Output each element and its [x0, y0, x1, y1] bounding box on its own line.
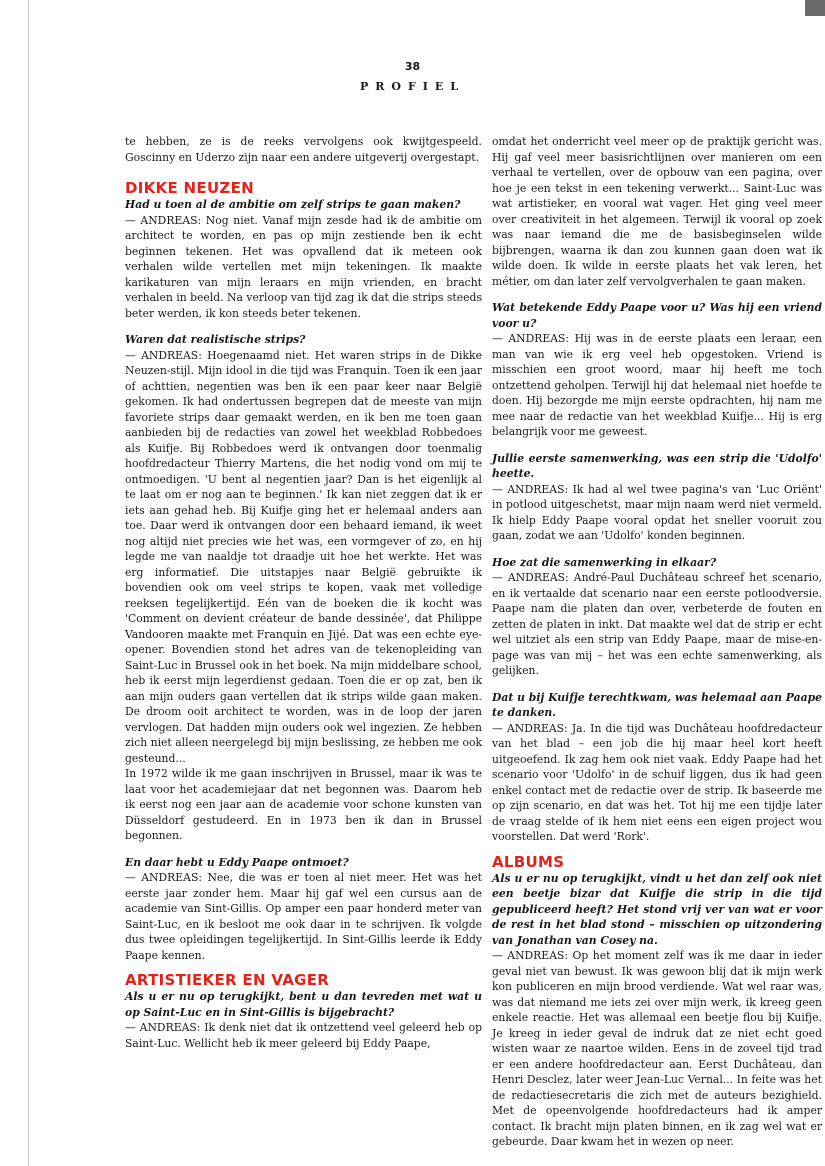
scan-corner-mark [805, 0, 825, 16]
page-edge-line [28, 0, 29, 1166]
interview-answer: — ANDREAS: Op het moment zelf was ik me daar in ieder geval niet van bewust. Ik was gewoon blij dat ik mijn werk kon publiceren en mijn brood verdiende. Wat wel raar was, was dat niemand me iets zei over mijn werk, ik kreeg geen enkele reactie. Het was allemaal een beetje flou bij Kuifje. Je kreeg in ieder geval de indruk dat ze niet echt goed wisten waar ze naartoe wilden. Eens in de zoveel tijd trad er een andere hoofdredacteur aan. Eerst Duchâteau, dan Henri Desclez, later weer Jean-Luc Vernal... In feite was het de redactiesecretaris die zich met de auteurs bezighield. Met de opeenvolgende hoofdredacteurs had ik amper contact. Ik bracht mijn platen binnen, en ik zag wel wat er gebeurde. Daar kwam het in wezen op neer. [492, 949, 822, 1148]
interview-answer: — ANDREAS: Nog niet. Vanaf mijn zesde had ik de ambitie om architect te worden, en pas op mijn zestiende ben ik echt beginnen tekenen. Het was opvallend dat ik meteen ook verhalen wilde vertellen met mijn tekeningen. Ik maakte karikaturen van mijn leraars en mijn vrienden, en bracht verhalen in beeld. Na verloop van tijd zag ik dat die strips steeds beter werden, ik kon steeds beter tekenen. [125, 213, 482, 320]
interview-question: Jullie eerste samenwerking, was een strip die 'Udolfo' heette. [492, 451, 822, 480]
interview-answer: — ANDREAS: Ja. In die tijd was Duchâteau hoofdredacteur van het blad – een job die hij maar heel kort heeft uitgeoefend. Ik zag hem ook niet vaak. Eddy Paape had het scenario voor 'Udolfo' in de schuif liggen, dus ik had geen enkel contact met de redactie over de strip. Ik baseerde me op zijn scenario, en dat was het. Tot hij me een tijdje later de vraag stelde of ik hem niet eens een eigen project wou voorstellen. Dat werd 'Rork'. [492, 721, 822, 843]
interview-answer: — ANDREAS: Nee, die was er toen al niet meer. Het was het eerste jaar zonder hem. Maar hij gaf wel een cursus aan de academie van Sint-Gillis. Op amper een paar honderd meter van Saint-Luc, en ik besloot me ook daar in te schrijven. Ik volgde dus twee opleidingen tegelijkertijd. In Sint-Gillis leerde ik Eddy Paape kennen. [125, 871, 482, 962]
interview-answer: — ANDREAS: Ik denk niet dat ik ontzettend veel geleerd heb op Saint-Luc. Wellicht heb ik meer geleerd bij Eddy Paape, [125, 1021, 482, 1050]
page-number: 38 [404, 60, 421, 73]
right-column [492, 134, 822, 1150]
left-column [125, 134, 482, 1051]
paragraph: te hebben, ze is de reeks vervolgens ook kwijtgespeeld. Goscinny en Uderzo zijn naar een andere uitgeverij overgestapt. [125, 135, 482, 164]
interview-answer: — ANDREAS: Hoegenaamd niet. Het waren strips in de Dikke Neuzen-stijl. Mijn idool in die tijd was Franquin. Toen ik een jaar of achttien, negentien was ben ik een paar keer naar België gekomen. Ik had ondertussen begrepen dat de meeste van mijn favoriete strips daar gemaakt werden, en ik ben me toen gaan aanbieden bij de redacties van zowel het weekblad Robbedoes als Kuifje. Bij Robbedoes werd ik ontvangen door toenmalig hoofdredacteur Thierry Martens, die het nodig vond om mij te ontmoedigen. 'U bent al negentien jaar? Dan is het eigenlijk al te laat om er nog aan te beginnen.' Ik kan niet zeggen dat ik er iets aan gehad heb. Bij Kuifje ging het er helemaal anders aan toe. Daar werd ik ontvangen door een behaard iemand, ik weet nog altijd niet precies wie het was, een vormgever of zo, en hij legde me van naaldje tot draadje uit hoe het werkte. Het was erg informatief. Die uitstapjes naar België gebruikte ik bovendien ook om veel strips te kopen, vaak met volledige reeksen tegelijkertijd. Eén van de boeken die ik kocht was 'Comment on devient créateur de bande dessinée', dat Philippe Vandooren maakte met Franquin en Jijé. Dat was een echte eye-opener. Bovendien stond het adres van de tekenopleiding van Saint-Luc in Brussel ook in het boek. Na mijn middelbare school, heb ik eerst mijn legerdienst gedaan. Toen die er op zat, ben ik aan mijn ouders gaan vertellen dat ik strips wilde gaan maken. De droom ooit architect te worden, was in de loop der jaren vervlogen. Dat hadden mijn ouders ook wel ingezien. Ze hebben zich niet alleen neergelegd bij mijn beslissing, ze hebben me ook gesteund... [125, 348, 482, 765]
interview-question: Hoe zat die samenwerking in elkaar? [492, 555, 717, 569]
interview-question: Als u er nu op terugkijkt, bent u dan tevreden met wat u op Saint-Luc en in Sint-Gillis is bijgebracht? [125, 990, 482, 1019]
interview-question: Dat u bij Kuifje terechtkwam, was helemaal aan Paape te danken. [492, 690, 822, 719]
section-heading: DIKKE NEUZEN [125, 179, 255, 197]
section-heading: ARTISTIEKER EN VAGER [125, 971, 330, 989]
interview-question: Waren dat realistische strips? [125, 333, 306, 346]
interview-answer: — ANDREAS: Hij was in de eerste plaats een leraar, een man van wie ik erg veel heb opgestoken. Vriend is misschien een groot woord, maar hij heeft me toch ontzettend geholpen. Terwijl hij dat helemaal niet hoefde te doen. Hij bezorgde me mijn eerste opdrachten, hij nam me mee naar de redactie van het weekblad Kuifje... Hij is erg belangrijk voor me geweest. [492, 332, 822, 438]
section-title: PROFIEL [359, 80, 466, 93]
interview-answer: In 1972 wilde ik me gaan inschrijven in Brussel, maar ik was te laat voor het academiejaar dat net begonnen was. Daarom heb ik eerst nog een jaar aan de academie voor schone kunsten van Düsseldorf gestudeerd. En in 1973 ben ik dan in Brussel begonnen. [125, 767, 482, 842]
interview-answer: — ANDREAS: Ik had al wel twee pagina's van 'Luc Oriënt' in potlood uitgeschetst, maar mijn naam werd niet vermeld. Ik hielp Eddy Paape vooral opdat het sneller vooruit zou gaan, zodat we aan 'Udolfo' konden beginnen. [492, 482, 822, 542]
interview-answer: — ANDREAS: André-Paul Duchâteau schreef het scenario, en ik vertaalde dat scenario naar een eerste potloodversie. Paape nam die platen dan over, verbeterde de fouten en zetten de platen in inkt. Dat maakte wel dat de strip er echt wel uitziet als een strip van Eddy Paape, maar de mise-en-page was van mij – het was een echte samenwerking, als gelijken. [492, 571, 822, 677]
interview-question: Wat betekende Eddy Paape voor u? Was hij een vriend voor u? [492, 301, 822, 330]
interview-question: Als u er nu op terugkijkt, vindt u het dan zelf ook niet een beetje bizar dat Kuifje die strip in die tijd gepubliceerd heeft? Het stond vrij ver van wat er voor de rest in het blad stond – misschien op uitzondering van Jonathan van Cosey na. [492, 871, 822, 947]
interview-question: Had u toen al de ambitie om zelf strips te gaan maken? [125, 198, 461, 211]
section-heading: ALBUMS [492, 852, 565, 871]
interview-question: En daar hebt u Eddy Paape ontmoet? [125, 855, 349, 869]
paragraph: omdat het onderricht veel meer op de praktijk gericht was. Hij gaf veel meer basisrichtlijnen over manieren om een verhaal te vertellen, over de opbouw van een pagina, over hoe je een tekst in een tekening verwerkt... Saint-Luc was wat artistieker, en vooral wat vager. Het ging veel meer over creativiteit in het algemeen. Terwijl ik vooral op zoek was naar iemand die me de basisbeginselen wilde bijbrengen, waarna ik dan zou kunnen gaan doen wat ik wilde doen. Ik wilde in eerste plaats het vak leren, het métier, om dan later zelf vervolgverhalen te gaan maken. [492, 135, 822, 288]
